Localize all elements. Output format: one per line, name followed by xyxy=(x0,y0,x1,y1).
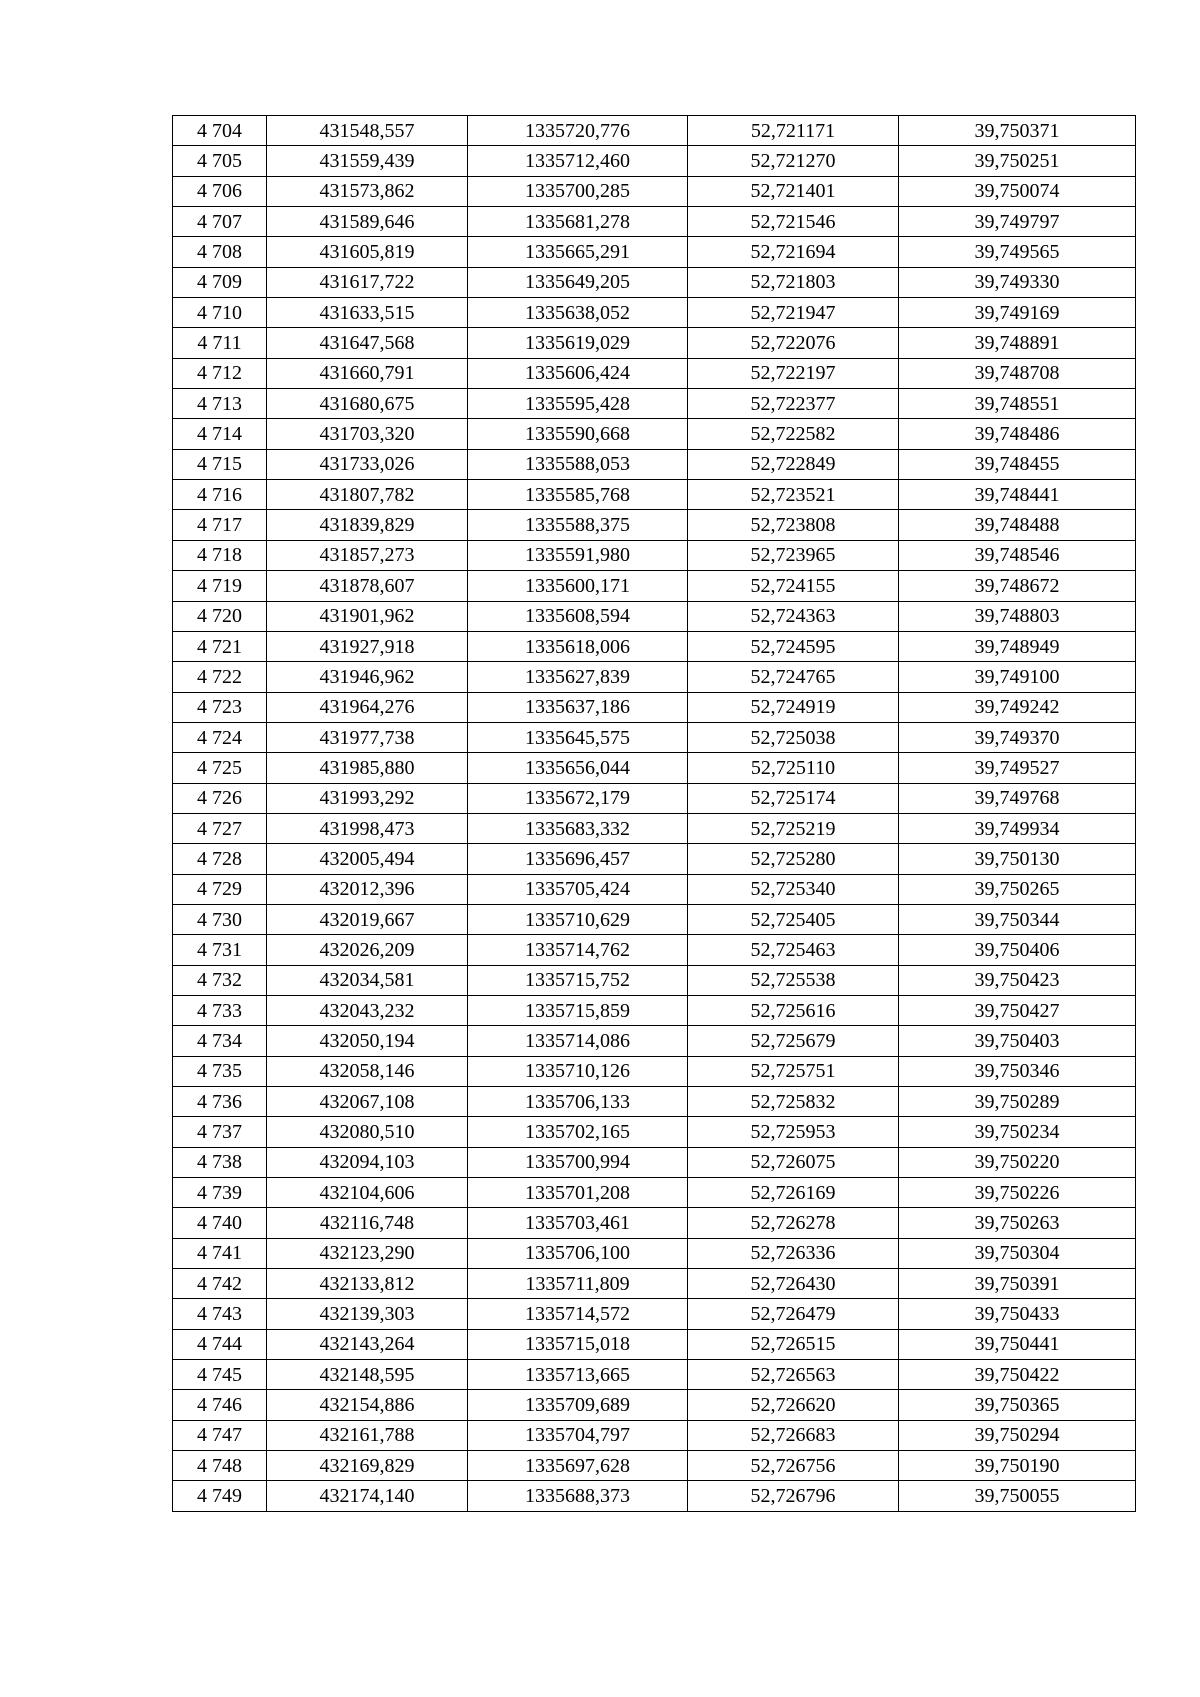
x-coordinate-cell: 431559,439 xyxy=(267,146,468,176)
x-coordinate-cell: 432058,146 xyxy=(267,1056,468,1086)
longitude-cell: 39,748546 xyxy=(899,540,1136,570)
point-number-cell: 4 724 xyxy=(173,722,267,752)
y-coordinate-cell: 1335606,424 xyxy=(468,358,688,388)
latitude-cell: 52,724765 xyxy=(688,662,899,692)
point-number-cell: 4 705 xyxy=(173,146,267,176)
x-coordinate-cell: 432034,581 xyxy=(267,965,468,995)
table-row xyxy=(173,753,1136,783)
y-coordinate-cell: 1335714,086 xyxy=(468,1026,688,1056)
longitude-cell: 39,750344 xyxy=(899,904,1136,934)
x-coordinate-cell: 432050,194 xyxy=(267,1026,468,1056)
y-coordinate-cell: 1335704,797 xyxy=(468,1420,688,1450)
table-row xyxy=(173,419,1136,449)
x-coordinate-cell: 431680,675 xyxy=(267,389,468,419)
point-number-cell: 4 718 xyxy=(173,540,267,570)
y-coordinate-cell: 1335700,994 xyxy=(468,1147,688,1177)
y-coordinate-cell: 1335705,424 xyxy=(468,874,688,904)
point-number-cell: 4 727 xyxy=(173,813,267,843)
latitude-cell: 52,725405 xyxy=(688,904,899,934)
latitude-cell: 52,723521 xyxy=(688,480,899,510)
latitude-cell: 52,725463 xyxy=(688,935,899,965)
longitude-cell: 39,748441 xyxy=(899,480,1136,510)
table-row xyxy=(173,1299,1136,1329)
longitude-cell: 39,749768 xyxy=(899,783,1136,813)
x-coordinate-cell: 431807,782 xyxy=(267,480,468,510)
table-row xyxy=(173,328,1136,358)
x-coordinate-cell: 432019,667 xyxy=(267,904,468,934)
x-coordinate-cell: 431548,557 xyxy=(267,116,468,146)
latitude-cell: 52,721694 xyxy=(688,237,899,267)
latitude-cell: 52,725038 xyxy=(688,722,899,752)
table-row xyxy=(173,844,1136,874)
table-row xyxy=(173,1117,1136,1147)
y-coordinate-cell: 1335637,186 xyxy=(468,692,688,722)
latitude-cell: 52,721171 xyxy=(688,116,899,146)
table-row xyxy=(173,1147,1136,1177)
y-coordinate-cell: 1335697,628 xyxy=(468,1451,688,1481)
point-number-cell: 4 730 xyxy=(173,904,267,934)
table-row xyxy=(173,874,1136,904)
table-row xyxy=(173,935,1136,965)
x-coordinate-cell: 432026,209 xyxy=(267,935,468,965)
table-row xyxy=(173,1481,1136,1511)
y-coordinate-cell: 1335638,052 xyxy=(468,298,688,328)
x-coordinate-cell: 432005,494 xyxy=(267,844,468,874)
table-row xyxy=(173,1026,1136,1056)
y-coordinate-cell: 1335595,428 xyxy=(468,389,688,419)
point-number-cell: 4 717 xyxy=(173,510,267,540)
latitude-cell: 52,722849 xyxy=(688,449,899,479)
y-coordinate-cell: 1335710,126 xyxy=(468,1056,688,1086)
x-coordinate-cell: 431993,292 xyxy=(267,783,468,813)
point-number-cell: 4 723 xyxy=(173,692,267,722)
point-number-cell: 4 714 xyxy=(173,419,267,449)
y-coordinate-cell: 1335702,165 xyxy=(468,1117,688,1147)
latitude-cell: 52,726563 xyxy=(688,1360,899,1390)
longitude-cell: 39,749565 xyxy=(899,237,1136,267)
x-coordinate-cell: 431901,962 xyxy=(267,601,468,631)
latitude-cell: 52,725219 xyxy=(688,813,899,843)
latitude-cell: 52,726620 xyxy=(688,1390,899,1420)
table-row xyxy=(173,1178,1136,1208)
x-coordinate-cell: 432043,232 xyxy=(267,995,468,1025)
table-row xyxy=(173,995,1136,1025)
longitude-cell: 39,748803 xyxy=(899,601,1136,631)
x-coordinate-cell: 432143,264 xyxy=(267,1329,468,1359)
table-row xyxy=(173,571,1136,601)
y-coordinate-cell: 1335714,572 xyxy=(468,1299,688,1329)
table-row xyxy=(173,267,1136,297)
y-coordinate-cell: 1335600,171 xyxy=(468,571,688,601)
coordinates-table-body xyxy=(173,116,1136,1512)
latitude-cell: 52,721270 xyxy=(688,146,899,176)
x-coordinate-cell: 431617,722 xyxy=(267,267,468,297)
x-coordinate-cell: 431998,473 xyxy=(267,813,468,843)
x-coordinate-cell: 431647,568 xyxy=(267,328,468,358)
table-row xyxy=(173,1208,1136,1238)
longitude-cell: 39,750391 xyxy=(899,1269,1136,1299)
x-coordinate-cell: 432169,829 xyxy=(267,1451,468,1481)
y-coordinate-cell: 1335665,291 xyxy=(468,237,688,267)
longitude-cell: 39,750234 xyxy=(899,1117,1136,1147)
y-coordinate-cell: 1335700,285 xyxy=(468,176,688,206)
table-row xyxy=(173,1269,1136,1299)
x-coordinate-cell: 431733,026 xyxy=(267,449,468,479)
longitude-cell: 39,748949 xyxy=(899,631,1136,661)
point-number-cell: 4 704 xyxy=(173,116,267,146)
point-number-cell: 4 734 xyxy=(173,1026,267,1056)
y-coordinate-cell: 1335681,278 xyxy=(468,207,688,237)
point-number-cell: 4 728 xyxy=(173,844,267,874)
longitude-cell: 39,748708 xyxy=(899,358,1136,388)
table-row xyxy=(173,389,1136,419)
point-number-cell: 4 743 xyxy=(173,1299,267,1329)
x-coordinate-cell: 432123,290 xyxy=(267,1238,468,1268)
x-coordinate-cell: 432104,606 xyxy=(267,1178,468,1208)
point-number-cell: 4 721 xyxy=(173,631,267,661)
y-coordinate-cell: 1335701,208 xyxy=(468,1178,688,1208)
x-coordinate-cell: 432174,140 xyxy=(267,1481,468,1511)
y-coordinate-cell: 1335703,461 xyxy=(468,1208,688,1238)
y-coordinate-cell: 1335720,776 xyxy=(468,116,688,146)
table-row xyxy=(173,358,1136,388)
longitude-cell: 39,750422 xyxy=(899,1360,1136,1390)
point-number-cell: 4 735 xyxy=(173,1056,267,1086)
point-number-cell: 4 747 xyxy=(173,1420,267,1450)
longitude-cell: 39,750371 xyxy=(899,116,1136,146)
longitude-cell: 39,750265 xyxy=(899,874,1136,904)
y-coordinate-cell: 1335713,665 xyxy=(468,1360,688,1390)
latitude-cell: 52,721803 xyxy=(688,267,899,297)
x-coordinate-cell: 432154,886 xyxy=(267,1390,468,1420)
x-coordinate-cell: 431839,829 xyxy=(267,510,468,540)
x-coordinate-cell: 431878,607 xyxy=(267,571,468,601)
latitude-cell: 52,723965 xyxy=(688,540,899,570)
longitude-cell: 39,750251 xyxy=(899,146,1136,176)
longitude-cell: 39,748488 xyxy=(899,510,1136,540)
longitude-cell: 39,750346 xyxy=(899,1056,1136,1086)
x-coordinate-cell: 432067,108 xyxy=(267,1087,468,1117)
point-number-cell: 4 733 xyxy=(173,995,267,1025)
table-row xyxy=(173,1087,1136,1117)
point-number-cell: 4 706 xyxy=(173,176,267,206)
longitude-cell: 39,748455 xyxy=(899,449,1136,479)
y-coordinate-cell: 1335672,179 xyxy=(468,783,688,813)
point-number-cell: 4 707 xyxy=(173,207,267,237)
latitude-cell: 52,723808 xyxy=(688,510,899,540)
longitude-cell: 39,750365 xyxy=(899,1390,1136,1420)
table-row xyxy=(173,904,1136,934)
point-number-cell: 4 710 xyxy=(173,298,267,328)
table-row xyxy=(173,480,1136,510)
latitude-cell: 52,725280 xyxy=(688,844,899,874)
point-number-cell: 4 736 xyxy=(173,1087,267,1117)
x-coordinate-cell: 431573,862 xyxy=(267,176,468,206)
x-coordinate-cell: 431927,918 xyxy=(267,631,468,661)
longitude-cell: 39,749330 xyxy=(899,267,1136,297)
longitude-cell: 39,750427 xyxy=(899,995,1136,1025)
point-number-cell: 4 742 xyxy=(173,1269,267,1299)
latitude-cell: 52,726796 xyxy=(688,1481,899,1511)
latitude-cell: 52,725174 xyxy=(688,783,899,813)
table-row xyxy=(173,146,1136,176)
latitude-cell: 52,722076 xyxy=(688,328,899,358)
x-coordinate-cell: 431605,819 xyxy=(267,237,468,267)
latitude-cell: 52,724155 xyxy=(688,571,899,601)
longitude-cell: 39,750403 xyxy=(899,1026,1136,1056)
latitude-cell: 52,726278 xyxy=(688,1208,899,1238)
longitude-cell: 39,750055 xyxy=(899,1481,1136,1511)
latitude-cell: 52,725110 xyxy=(688,753,899,783)
point-number-cell: 4 749 xyxy=(173,1481,267,1511)
table-row xyxy=(173,662,1136,692)
y-coordinate-cell: 1335715,752 xyxy=(468,965,688,995)
y-coordinate-cell: 1335590,668 xyxy=(468,419,688,449)
latitude-cell: 52,725340 xyxy=(688,874,899,904)
x-coordinate-cell: 431703,320 xyxy=(267,419,468,449)
table-row xyxy=(173,965,1136,995)
y-coordinate-cell: 1335696,457 xyxy=(468,844,688,874)
x-coordinate-cell: 432094,103 xyxy=(267,1147,468,1177)
longitude-cell: 39,750289 xyxy=(899,1087,1136,1117)
y-coordinate-cell: 1335591,980 xyxy=(468,540,688,570)
longitude-cell: 39,750130 xyxy=(899,844,1136,874)
latitude-cell: 52,725679 xyxy=(688,1026,899,1056)
point-number-cell: 4 720 xyxy=(173,601,267,631)
coordinates-table xyxy=(172,115,1136,1512)
point-number-cell: 4 744 xyxy=(173,1329,267,1359)
table-row xyxy=(173,1420,1136,1450)
point-number-cell: 4 719 xyxy=(173,571,267,601)
longitude-cell: 39,749370 xyxy=(899,722,1136,752)
table-row xyxy=(173,116,1136,146)
y-coordinate-cell: 1335619,029 xyxy=(468,328,688,358)
latitude-cell: 52,721401 xyxy=(688,176,899,206)
point-number-cell: 4 711 xyxy=(173,328,267,358)
latitude-cell: 52,726075 xyxy=(688,1147,899,1177)
longitude-cell: 39,748486 xyxy=(899,419,1136,449)
longitude-cell: 39,749797 xyxy=(899,207,1136,237)
y-coordinate-cell: 1335656,044 xyxy=(468,753,688,783)
table-row xyxy=(173,540,1136,570)
table-row xyxy=(173,722,1136,752)
y-coordinate-cell: 1335714,762 xyxy=(468,935,688,965)
point-number-cell: 4 737 xyxy=(173,1117,267,1147)
longitude-cell: 39,750433 xyxy=(899,1299,1136,1329)
y-coordinate-cell: 1335709,689 xyxy=(468,1390,688,1420)
latitude-cell: 52,726169 xyxy=(688,1178,899,1208)
longitude-cell: 39,749934 xyxy=(899,813,1136,843)
x-coordinate-cell: 432148,595 xyxy=(267,1360,468,1390)
longitude-cell: 39,750304 xyxy=(899,1238,1136,1268)
latitude-cell: 52,724919 xyxy=(688,692,899,722)
latitude-cell: 52,726515 xyxy=(688,1329,899,1359)
x-coordinate-cell: 431964,276 xyxy=(267,692,468,722)
longitude-cell: 39,748672 xyxy=(899,571,1136,601)
x-coordinate-cell: 432012,396 xyxy=(267,874,468,904)
longitude-cell: 39,749527 xyxy=(899,753,1136,783)
point-number-cell: 4 722 xyxy=(173,662,267,692)
y-coordinate-cell: 1335585,768 xyxy=(468,480,688,510)
point-number-cell: 4 732 xyxy=(173,965,267,995)
longitude-cell: 39,749242 xyxy=(899,692,1136,722)
latitude-cell: 52,725953 xyxy=(688,1117,899,1147)
y-coordinate-cell: 1335710,629 xyxy=(468,904,688,934)
table-row xyxy=(173,449,1136,479)
table-row xyxy=(173,1360,1136,1390)
point-number-cell: 4 712 xyxy=(173,358,267,388)
y-coordinate-cell: 1335715,859 xyxy=(468,995,688,1025)
latitude-cell: 52,722582 xyxy=(688,419,899,449)
y-coordinate-cell: 1335649,205 xyxy=(468,267,688,297)
latitude-cell: 52,725616 xyxy=(688,995,899,1025)
table-row xyxy=(173,783,1136,813)
latitude-cell: 52,721947 xyxy=(688,298,899,328)
y-coordinate-cell: 1335618,006 xyxy=(468,631,688,661)
longitude-cell: 39,749100 xyxy=(899,662,1136,692)
longitude-cell: 39,748891 xyxy=(899,328,1136,358)
table-row xyxy=(173,1056,1136,1086)
point-number-cell: 4 713 xyxy=(173,389,267,419)
latitude-cell: 52,726683 xyxy=(688,1420,899,1450)
point-number-cell: 4 729 xyxy=(173,874,267,904)
point-number-cell: 4 716 xyxy=(173,480,267,510)
latitude-cell: 52,725751 xyxy=(688,1056,899,1086)
y-coordinate-cell: 1335706,133 xyxy=(468,1087,688,1117)
x-coordinate-cell: 431977,738 xyxy=(267,722,468,752)
point-number-cell: 4 708 xyxy=(173,237,267,267)
point-number-cell: 4 746 xyxy=(173,1390,267,1420)
latitude-cell: 52,722377 xyxy=(688,389,899,419)
table-row xyxy=(173,601,1136,631)
table-row xyxy=(173,207,1136,237)
table-row xyxy=(173,176,1136,206)
x-coordinate-cell: 431589,646 xyxy=(267,207,468,237)
table-row xyxy=(173,1451,1136,1481)
point-number-cell: 4 740 xyxy=(173,1208,267,1238)
latitude-cell: 52,726756 xyxy=(688,1451,899,1481)
x-coordinate-cell: 431660,791 xyxy=(267,358,468,388)
point-number-cell: 4 745 xyxy=(173,1360,267,1390)
table-row xyxy=(173,510,1136,540)
point-number-cell: 4 739 xyxy=(173,1178,267,1208)
point-number-cell: 4 726 xyxy=(173,783,267,813)
latitude-cell: 52,724363 xyxy=(688,601,899,631)
point-number-cell: 4 709 xyxy=(173,267,267,297)
table-row xyxy=(173,237,1136,267)
latitude-cell: 52,725538 xyxy=(688,965,899,995)
x-coordinate-cell: 431946,962 xyxy=(267,662,468,692)
table-row xyxy=(173,631,1136,661)
latitude-cell: 52,726430 xyxy=(688,1269,899,1299)
x-coordinate-cell: 432116,748 xyxy=(267,1208,468,1238)
longitude-cell: 39,750074 xyxy=(899,176,1136,206)
y-coordinate-cell: 1335627,839 xyxy=(468,662,688,692)
table-row xyxy=(173,1329,1136,1359)
x-coordinate-cell: 432161,788 xyxy=(267,1420,468,1450)
longitude-cell: 39,748551 xyxy=(899,389,1136,419)
y-coordinate-cell: 1335715,018 xyxy=(468,1329,688,1359)
x-coordinate-cell: 432139,303 xyxy=(267,1299,468,1329)
y-coordinate-cell: 1335688,373 xyxy=(468,1481,688,1511)
latitude-cell: 52,725832 xyxy=(688,1087,899,1117)
longitude-cell: 39,750220 xyxy=(899,1147,1136,1177)
point-number-cell: 4 725 xyxy=(173,753,267,783)
y-coordinate-cell: 1335706,100 xyxy=(468,1238,688,1268)
point-number-cell: 4 731 xyxy=(173,935,267,965)
longitude-cell: 39,750190 xyxy=(899,1451,1136,1481)
y-coordinate-cell: 1335683,332 xyxy=(468,813,688,843)
point-number-cell: 4 738 xyxy=(173,1147,267,1177)
y-coordinate-cell: 1335712,460 xyxy=(468,146,688,176)
y-coordinate-cell: 1335608,594 xyxy=(468,601,688,631)
latitude-cell: 52,726479 xyxy=(688,1299,899,1329)
table-row xyxy=(173,813,1136,843)
latitude-cell: 52,724595 xyxy=(688,631,899,661)
y-coordinate-cell: 1335588,375 xyxy=(468,510,688,540)
point-number-cell: 4 715 xyxy=(173,449,267,479)
longitude-cell: 39,750294 xyxy=(899,1420,1136,1450)
longitude-cell: 39,750423 xyxy=(899,965,1136,995)
y-coordinate-cell: 1335711,809 xyxy=(468,1269,688,1299)
point-number-cell: 4 741 xyxy=(173,1238,267,1268)
x-coordinate-cell: 431857,273 xyxy=(267,540,468,570)
latitude-cell: 52,722197 xyxy=(688,358,899,388)
x-coordinate-cell: 432080,510 xyxy=(267,1117,468,1147)
table-row xyxy=(173,1238,1136,1268)
table-row xyxy=(173,692,1136,722)
longitude-cell: 39,750406 xyxy=(899,935,1136,965)
y-coordinate-cell: 1335588,053 xyxy=(468,449,688,479)
longitude-cell: 39,750441 xyxy=(899,1329,1136,1359)
y-coordinate-cell: 1335645,575 xyxy=(468,722,688,752)
longitude-cell: 39,750263 xyxy=(899,1208,1136,1238)
longitude-cell: 39,750226 xyxy=(899,1178,1136,1208)
table-row xyxy=(173,1390,1136,1420)
table-row xyxy=(173,298,1136,328)
latitude-cell: 52,726336 xyxy=(688,1238,899,1268)
x-coordinate-cell: 431985,880 xyxy=(267,753,468,783)
x-coordinate-cell: 432133,812 xyxy=(267,1269,468,1299)
longitude-cell: 39,749169 xyxy=(899,298,1136,328)
point-number-cell: 4 748 xyxy=(173,1451,267,1481)
x-coordinate-cell: 431633,515 xyxy=(267,298,468,328)
latitude-cell: 52,721546 xyxy=(688,207,899,237)
